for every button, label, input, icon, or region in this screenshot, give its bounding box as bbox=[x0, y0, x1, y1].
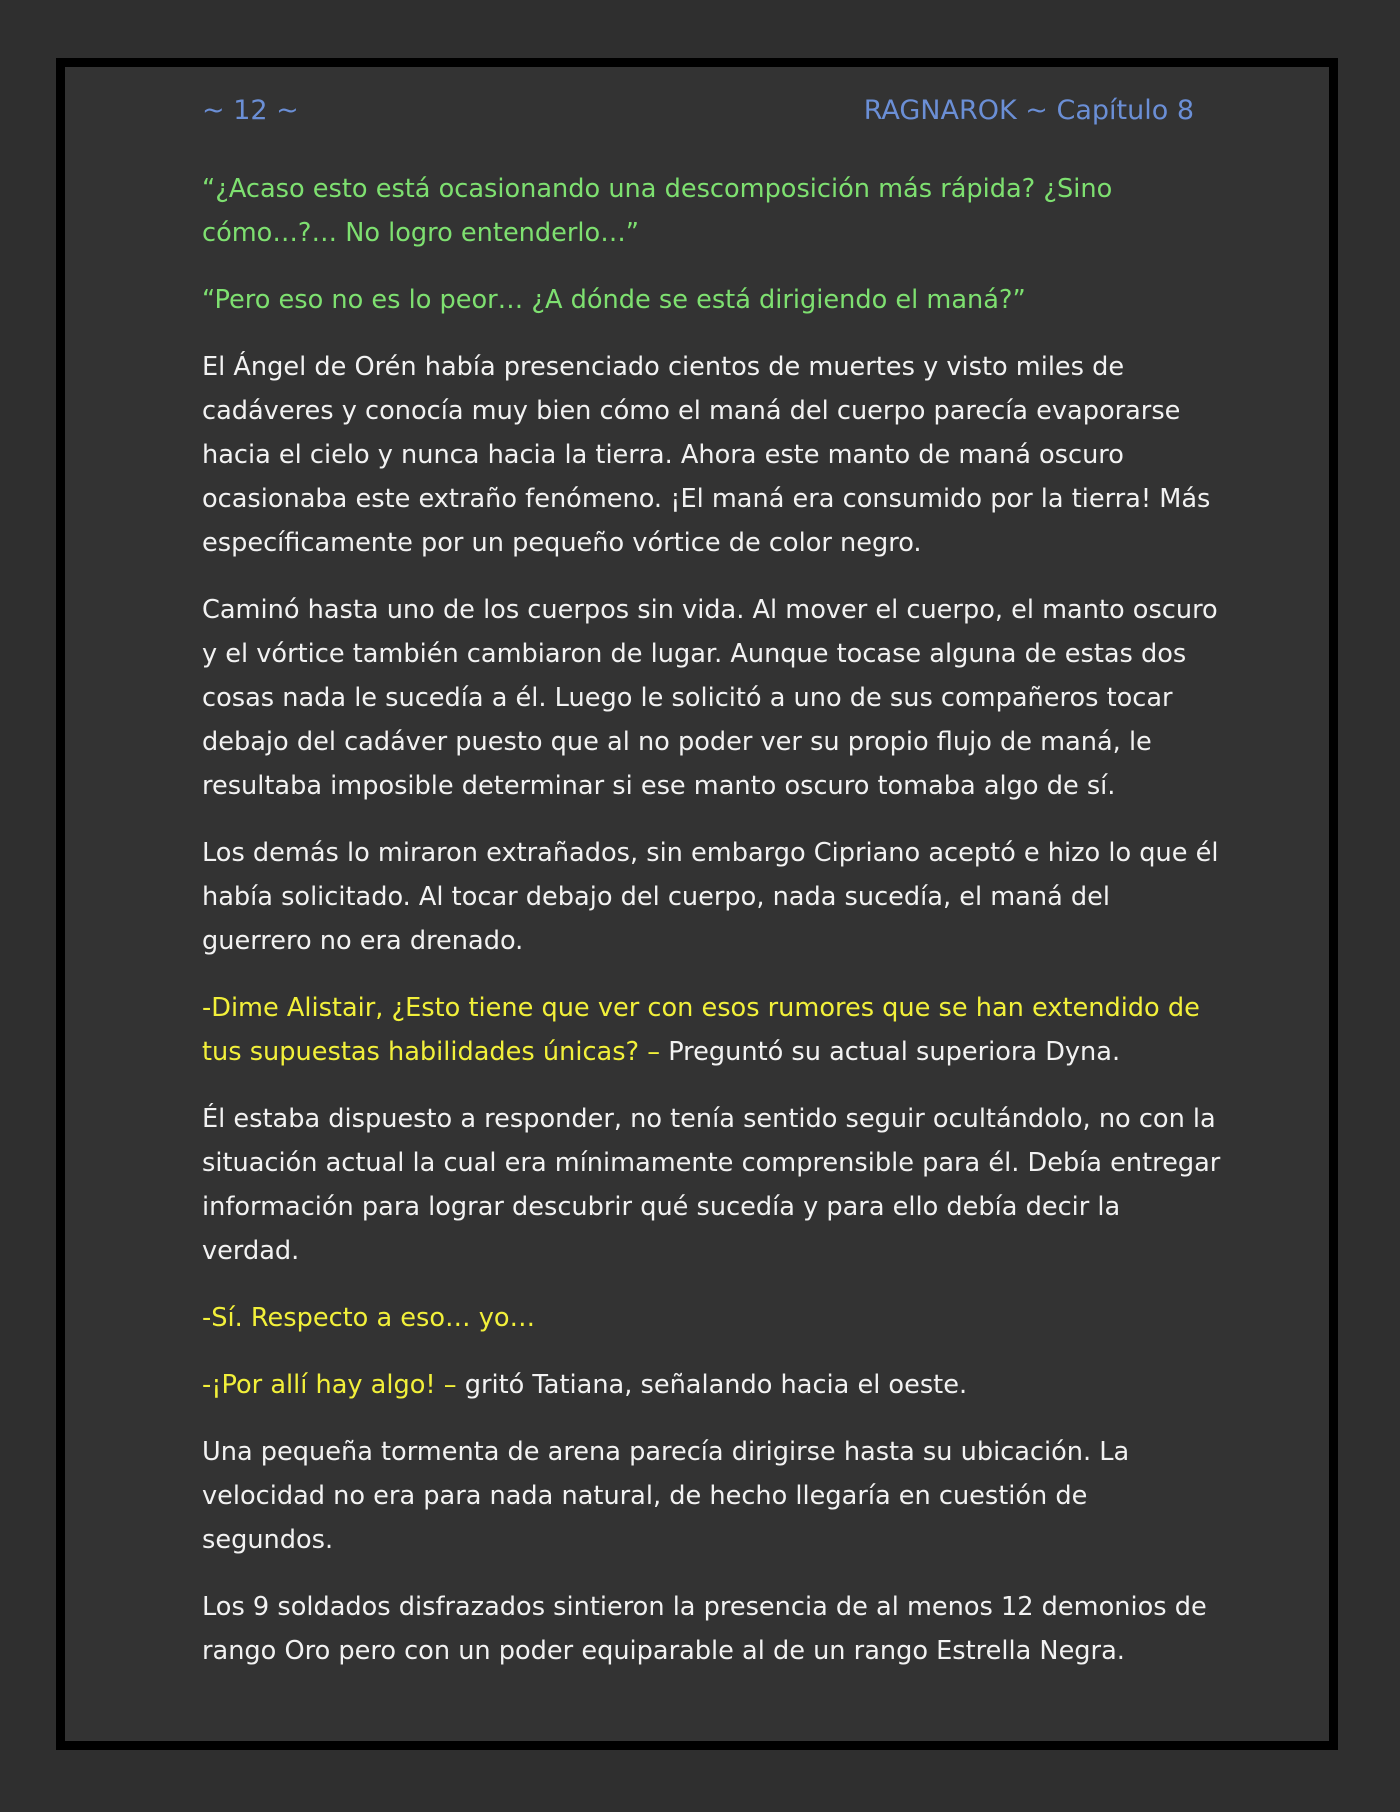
paragraph bbox=[202, 1430, 1222, 1562]
narration-text: Caminó hasta uno de los cuerpos sin vida. Al mover el cuerpo, el manto oscuro y el vórtice también cambiaron de lugar. Aunque tocase alguna de estas dos cosas nada le sucedía a él. Luego le solicitó a uno de sus compañeros tocar debajo del cadáver puesto que al no poder ver su propio flujo de maná, le resultaba imposible determinar si ese manto oscuro tomaba algo de sí. bbox=[202, 595, 1218, 801]
page-header bbox=[202, 87, 1252, 133]
page-content bbox=[202, 167, 1222, 1696]
running-title: RAGNAROK ~ Capítulo 8 bbox=[863, 95, 1194, 126]
paragraph bbox=[202, 167, 1222, 255]
narration-text: Él estaba dispuesto a responder, no tenía sentido seguir ocultándolo, no con la situación actual la cual era mínimamente comprensible para él. Debía entregar información para lograr descubrir qué sucedía y para ello debía decir la verdad. bbox=[202, 1104, 1221, 1266]
paragraph bbox=[202, 831, 1222, 963]
paragraph bbox=[202, 1585, 1222, 1673]
narration-text: El Ángel de Orén había presenciado cientos de muertes y visto miles de cadáveres y conocía muy bien cómo el maná del cuerpo parecía evaporarse hacia el cielo y nunca hacia la tierra. Ahora este manto de maná oscuro ocasionaba este extraño fenómeno. ¡El maná era consumido por la tierra! Más específicamente por un pequeño vórtice de color negro. bbox=[202, 352, 1211, 558]
paragraph bbox=[202, 986, 1222, 1074]
paragraph bbox=[202, 588, 1222, 808]
thought-text: “Pero eso no es lo peor… ¿A dónde se está dirigiendo el maná?” bbox=[202, 285, 1026, 315]
page-number: ~ 12 ~ bbox=[202, 95, 299, 126]
dialogue-text: -¡Por allí hay algo! – bbox=[202, 1370, 465, 1400]
paragraph bbox=[202, 1363, 1222, 1407]
paragraph bbox=[202, 278, 1222, 322]
paragraph bbox=[202, 1097, 1222, 1273]
thought-text: “¿Acaso esto está ocasionando una descomposición más rápida? ¿Sino cómo…?… No logro entenderlo…” bbox=[202, 174, 1113, 248]
narration-text: Los 9 soldados disfrazados sintieron la presencia de al menos 12 demonios de rango Oro pero con un poder equiparable al de un rango Estrella Negra. bbox=[202, 1592, 1207, 1666]
dialogue-text: -Sí. Respecto a eso… yo… bbox=[202, 1303, 536, 1333]
paragraph bbox=[202, 1296, 1222, 1340]
narration-text: Los demás lo miraron extrañados, sin embargo Cipriano aceptó e hizo lo que él había solicitado. Al tocar debajo del cuerpo, nada sucedía, el maná del guerrero no era drenado. bbox=[202, 838, 1219, 956]
narration-text: Una pequeña tormenta de arena parecía dirigirse hasta su ubicación. La velocidad no era para nada natural, de hecho llegaría en cuestión de segundos. bbox=[202, 1437, 1130, 1555]
dialogue-text: -Dime Alistair, ¿Esto tiene que ver con esos rumores que se han extendido de tus supuestas habilidades únicas? – bbox=[202, 993, 1200, 1067]
narration-text: gritó Tatiana, señalando hacia el oeste. bbox=[464, 1370, 968, 1400]
paragraph bbox=[202, 345, 1222, 565]
narration-text: Preguntó su actual superiora Dyna. bbox=[668, 1037, 1121, 1067]
book-page bbox=[56, 58, 1338, 1750]
